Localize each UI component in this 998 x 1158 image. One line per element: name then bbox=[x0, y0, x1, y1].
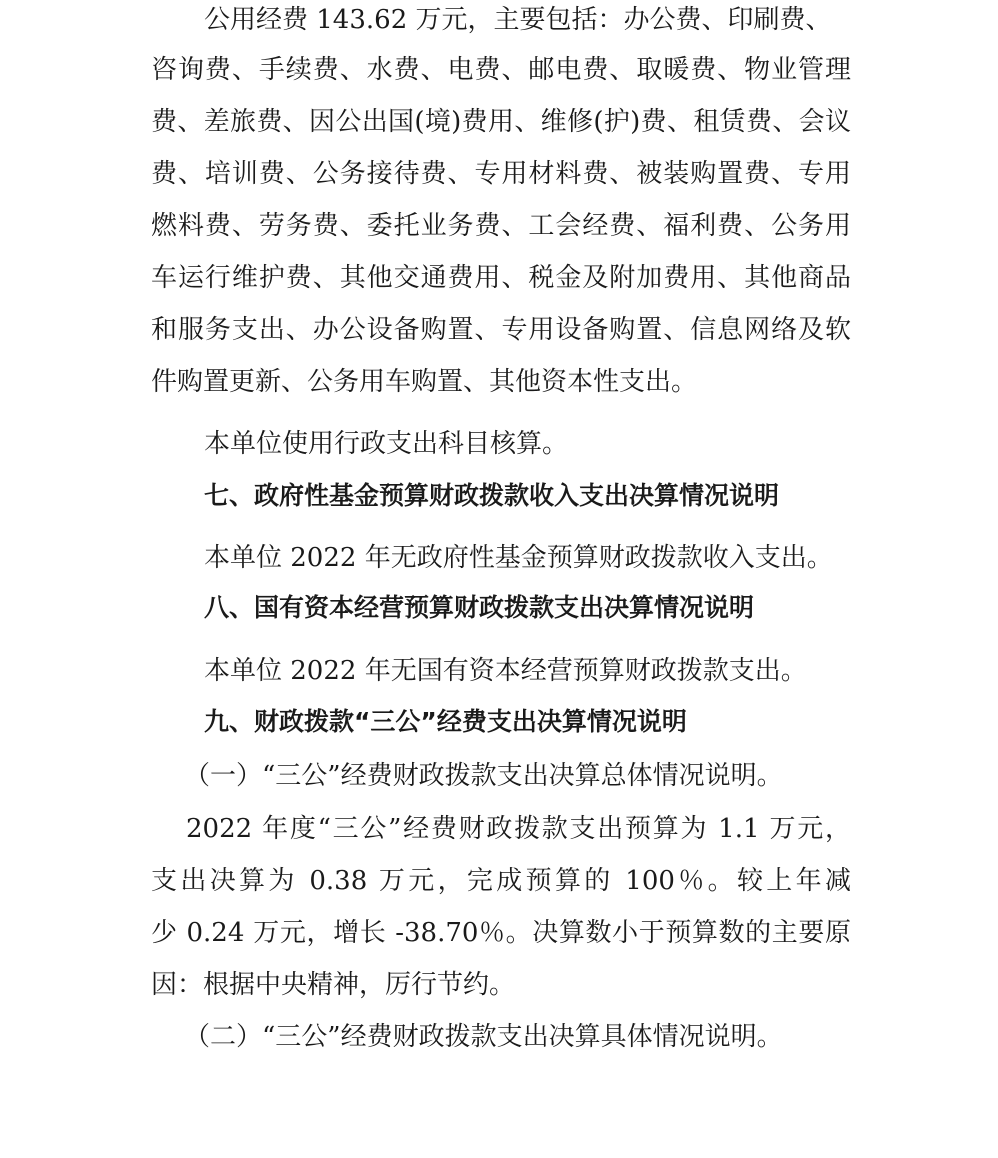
paragraph-line: 费、差旅费、因公出国(境)费用、维修(护)费、租赁费、会议 bbox=[151, 107, 851, 137]
paragraph-line: 和服务支出、办公设备购置、专用设备购置、信息网络及软 bbox=[151, 315, 851, 345]
paragraph-line: 燃料费、劳务费、委托业务费、工会经费、福利费、公务用 bbox=[151, 211, 851, 241]
subsection-heading-2: （二）“三公”经费财政拨款支出决算具体情况说明。 bbox=[184, 1022, 783, 1052]
section-heading-9: 九、财政拨款“三公”经费支出决算情况说明 bbox=[204, 707, 687, 736]
paragraph-line: 件购置更新、公务用车购置、其他资本性支出。 bbox=[151, 367, 698, 397]
paragraph-text: 本单位使用行政支出科目核算。 bbox=[204, 429, 569, 459]
paragraph-line: 车运行维护费、其他交通费用、税金及附加费用、其他商品 bbox=[151, 263, 851, 293]
section-heading-7: 七、政府性基金预算财政拨款收入支出决算情况说明 bbox=[204, 481, 780, 510]
paragraph-line: 费、培训费、公务接待费、专用材料费、被装购置费、专用 bbox=[151, 159, 851, 189]
paragraph-line: 咨询费、手续费、水费、电费、邮电费、取暖费、物业管理 bbox=[151, 55, 851, 85]
paragraph-line: 少 0.24 万元，增长 -38.70％。决算数小于预算数的主要原 bbox=[151, 918, 851, 948]
paragraph-line: 因：根据中央精神，厉行节约。 bbox=[151, 970, 516, 1000]
paragraph-line: 支出决算为 0.38 万元，完成预算的 100％。较上年减 bbox=[151, 866, 851, 896]
paragraph-text: 本单位 2022 年无政府性基金预算财政拨款收入支出。 bbox=[204, 543, 833, 573]
paragraph-text: 本单位 2022 年无国有资本经营预算财政拨款支出。 bbox=[204, 656, 807, 686]
paragraph-line: 2022 年度“三公”经费财政拨款支出预算为 1.1 万元， bbox=[186, 814, 851, 844]
subsection-heading-1: （一）“三公”经费财政拨款支出决算总体情况说明。 bbox=[184, 761, 783, 791]
paragraph-line: 公用经费 143.62 万元，主要包括：办公费、印刷费、 bbox=[204, 5, 832, 35]
section-heading-8: 八、国有资本经营预算财政拨款支出决算情况说明 bbox=[204, 593, 755, 622]
